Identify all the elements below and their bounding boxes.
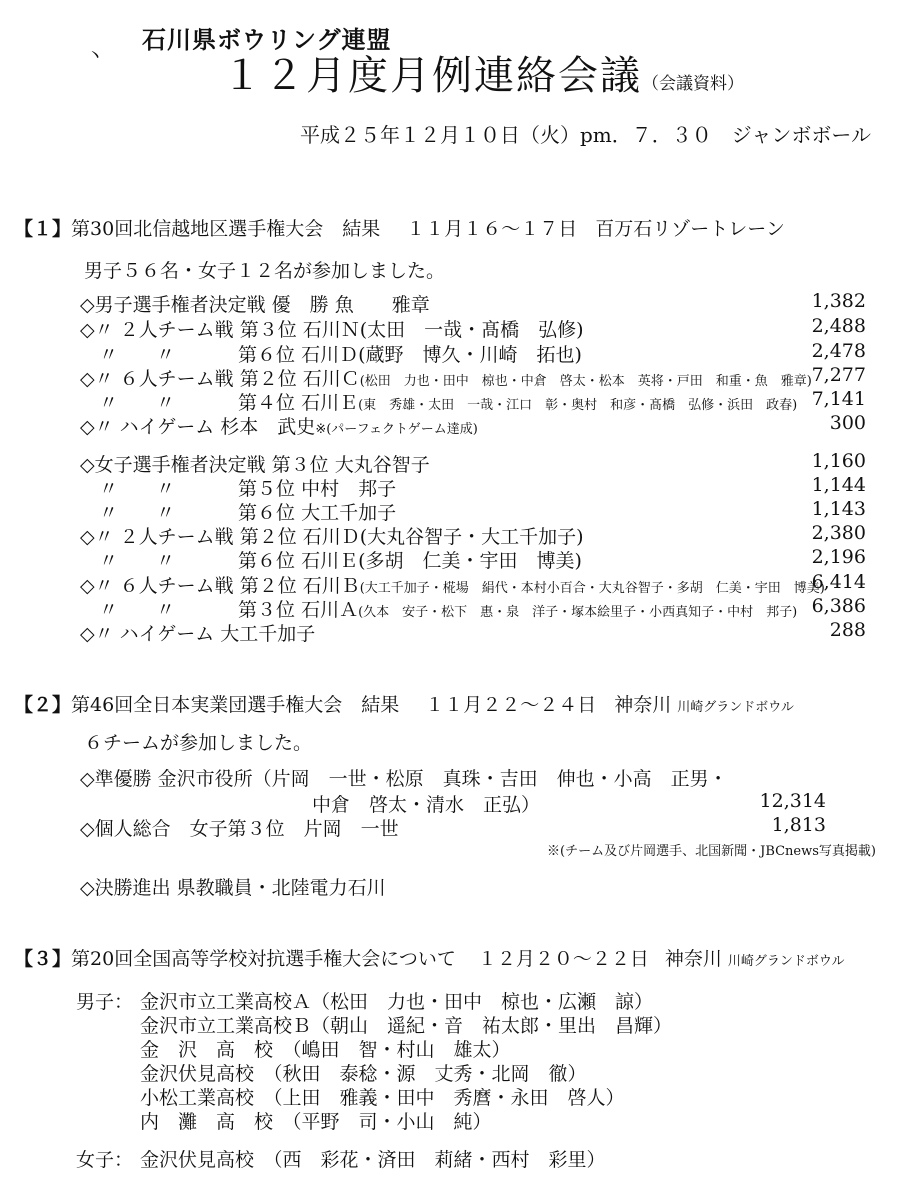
- section-1-intro: 男子５６名・女子１２名が参加しました。: [84, 260, 446, 282]
- result-row: ◇男子選手権者決定戦 優 勝 魚 雅章: [80, 294, 430, 316]
- team-members: (東 秀雄・太田 一哉・江口 彰・奥村 和彦・髙橋 弘修・浜田 政春): [358, 398, 798, 413]
- title-subtitle: （会議資料）: [642, 74, 744, 94]
- school-row: 金沢伏見高校 （秋田 泰稔・源 丈秀・北岡 徹）: [140, 1063, 587, 1085]
- result-score: 1,160: [811, 450, 866, 472]
- school-row: 金 沢 高 校 （嶋田 智・村山 雄太）: [140, 1039, 511, 1061]
- section-venue: 百万石リゾートレーン: [595, 218, 785, 240]
- result-score: 7,277: [811, 364, 866, 386]
- section-venue-detail: 川崎グランドボウル: [677, 700, 794, 715]
- result-score: 7,141: [811, 388, 866, 410]
- girls-label: 女子：: [76, 1149, 134, 1171]
- result-row: ◇決勝進出 県教職員・北陸電力石川: [80, 877, 386, 899]
- result-score: 2,478: [811, 340, 866, 362]
- section-number: 【１】: [14, 218, 72, 240]
- school-row: 金沢市立工業高校Ａ（松田 力也・田中 椋也・広瀬 諒）: [140, 991, 654, 1013]
- school-row: 内 灘 高 校 （平野 司・小山 純）: [140, 1111, 492, 1133]
- section-1-heading: [14, 214, 785, 241]
- result-score: 2,488: [811, 315, 866, 337]
- section-number: 【２】: [14, 694, 72, 716]
- section-number: 【３】: [14, 948, 72, 970]
- result-score: 12,314: [759, 790, 826, 812]
- result-score: 2,380: [811, 522, 866, 544]
- result-row: 〃 〃 第３位 石川Ａ(久本 安子・松下 惠・泉 洋子・塚本絵里子・小西真知子・中村 邦子): [80, 599, 798, 621]
- tick-mark: 丶: [86, 46, 104, 67]
- section-venue: 神奈川: [664, 948, 722, 970]
- section-2-heading: [14, 690, 794, 717]
- team-members: (久本 安子・松下 惠・泉 洋子・塚本絵里子・小西真知子・中村 邦子): [358, 605, 798, 620]
- result-row-continuation: 中倉 啓太・清水 正弘）: [312, 794, 541, 816]
- result-row: ◇女子選手権者決定戦 第３位 大丸谷智子: [80, 454, 430, 476]
- title-text: １２月度月例連絡会議: [222, 53, 642, 99]
- result-row: ◇〃 ハイゲーム 杉本 武史※(パーフェクトゲーム達成): [80, 416, 478, 438]
- section-date: １１月２２～２４日: [425, 694, 597, 716]
- result-score: 1,143: [811, 498, 866, 520]
- section-venue: 神奈川: [614, 694, 672, 716]
- school-row: 金沢伏見高校 （西 彩花・済田 莉緒・西村 彩里）: [140, 1149, 606, 1171]
- result-row: ◇準優勝 金沢市役所（片岡 一世・松原 真珠・吉田 伸也・小高 正男・: [80, 768, 728, 790]
- result-row: 〃 〃 第５位 中村 邦子: [80, 478, 397, 500]
- section-venue-detail: 川崎グランドボウル: [727, 954, 845, 969]
- result-row: 〃 〃 第４位 石川Ｅ(東 秀雄・太田 一哉・江口 彰・奥村 和彦・髙橋 弘修・浜田 政春): [80, 392, 798, 414]
- result-row: ◇〃 ２人チーム戦 第２位 石川Ｄ(大丸谷智子・大工千加子): [80, 526, 584, 548]
- organization-name: 石川県ボウリング連盟: [142, 26, 392, 54]
- team-members: (大工千加子・椛場 絹代・本村小百合・大丸谷智子・多胡 仁美・宇田 博美): [359, 581, 825, 596]
- result-row: ◇〃 ハイゲーム 大工千加子: [80, 623, 316, 645]
- school-row: 小松工業高校 （上田 雅義・田中 秀麿・永田 啓人）: [140, 1087, 625, 1109]
- result-row: 〃 〃 第６位 石川Ｅ(多胡 仁美・宇田 博美): [80, 550, 582, 572]
- result-row: ◇〃 ６人チーム戦 第２位 石川Ｂ(大工千加子・椛場 絹代・本村小百合・大丸谷智子・多胡 仁美・宇田 博美): [80, 575, 825, 597]
- meeting-date-place: 平成２５年１２月１０日（火）pm．７．３０ ジャンボボール: [300, 123, 871, 147]
- result-note: ※(パーフェクトゲーム達成): [315, 422, 478, 437]
- result-score: 1,144: [811, 474, 866, 496]
- page-title: [222, 44, 744, 101]
- result-score: 2,196: [811, 546, 866, 568]
- result-note: ※(チーム及び片岡選手、北国新聞・JBCnews写真掲載): [547, 844, 876, 859]
- result-row: ◇〃 ６人チーム戦 第２位 石川Ｃ(松田 力也・田中 椋也・中倉 啓太・松本 英将・戸田 和重・魚 雅章): [80, 368, 812, 390]
- section-date: １２月２０～２２日: [477, 948, 649, 970]
- result-score: 6,414: [811, 571, 866, 593]
- result-score: 300: [829, 412, 866, 434]
- school-row: 金沢市立工業高校Ｂ（朝山 遥紀・音 祐太郎・里出 昌輝）: [140, 1015, 673, 1037]
- boys-label: 男子：: [76, 991, 134, 1013]
- section-title: 第30回北信越地区選手権大会 結果: [71, 218, 381, 240]
- result-row: ◇〃 ２人チーム戦 第３位 石川Ｎ(太田 一哉・髙橋 弘修): [80, 319, 584, 341]
- team-members: (松田 力也・田中 椋也・中倉 啓太・松本 英将・戸田 和重・魚 雅章): [359, 374, 812, 389]
- result-score: 288: [829, 619, 866, 641]
- section-title: 第46回全日本実業団選手権大会 結果: [71, 694, 400, 716]
- section-2-intro: ６チームが参加しました。: [84, 732, 313, 754]
- section-3-heading: [14, 944, 844, 971]
- result-score: 1,813: [771, 814, 826, 836]
- result-score: 1,382: [811, 290, 866, 312]
- result-row: 〃 〃 第６位 石川Ｄ(蔵野 博久・川崎 拓也): [80, 344, 582, 366]
- result-score: 6,386: [811, 595, 866, 617]
- result-row: ◇個人総合 女子第３位 片岡 一世: [80, 818, 399, 840]
- result-row: 〃 〃 第６位 大工千加子: [80, 502, 397, 524]
- section-title: 第20回全国高等学校対抗選手権大会について: [71, 948, 456, 970]
- section-date: １１月１６～１７日: [406, 218, 578, 240]
